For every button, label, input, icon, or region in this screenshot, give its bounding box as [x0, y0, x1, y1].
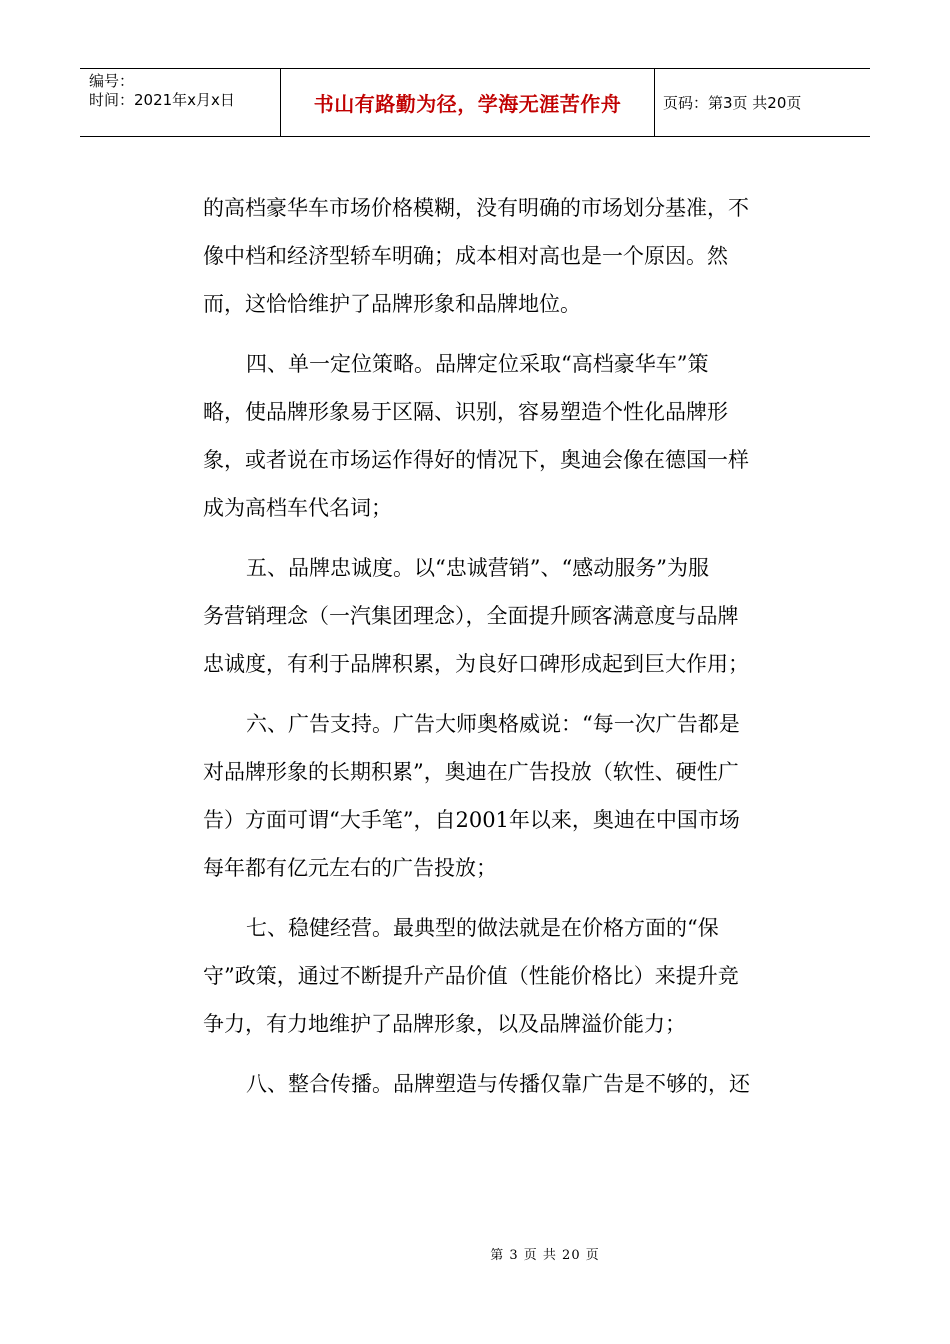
text-line: 像中档和经济型轿车明确；成本相对高也是一个原因。然 [203, 244, 728, 268]
paragraph [203, 904, 793, 1048]
text-line: 成为高档车代名词； [203, 496, 392, 520]
text-line: 守”政策，通过不断提升产品价值（性能价格比）来提升竞 [203, 964, 739, 988]
text-line: 每年都有亿元左右的广告投放； [203, 856, 497, 880]
text-line: 而，这恰恰维护了品牌形象和品牌地位。 [203, 292, 581, 316]
text-line: 七、稳健经营。最典型的做法就是在价格方面的“保 [246, 916, 719, 940]
text-line: 五、品牌忠诚度。以“忠诚营销”、“感动服务”为服 [246, 556, 709, 580]
document-body [203, 184, 793, 1120]
paragraph [203, 544, 793, 688]
document-time: 时间：2021年x月x日 [89, 91, 235, 109]
text-line: 务营销理念（一汽集团理念），全面提升顾客满意度与品牌 [203, 604, 739, 628]
text-line: 象，或者说在市场运作得好的情况下，奥迪会像在德国一样 [203, 448, 749, 472]
text-line: 四、单一定位策略。品牌定位采取“高档豪华车”策 [246, 352, 709, 376]
paragraph [203, 184, 793, 328]
document-number: 编号： [89, 72, 135, 90]
text-line: 的高档豪华车市场价格模糊，没有明确的市场划分基准，不 [203, 196, 749, 220]
text-line: 八、整合传播。品牌塑造与传播仅靠广告是不够的，还 [246, 1072, 750, 1096]
paragraph [203, 340, 793, 532]
page-footer [0, 1244, 950, 1263]
header-motto: 书山有路勤为径，学海无涯苦作舟 [281, 69, 655, 136]
header-meta [80, 69, 281, 136]
text-line: 告）方面可谓“大手笔”，自2001年以来，奥迪在中国市场 [203, 808, 740, 832]
text-line: 略，使品牌形象易于区隔、识别，容易塑造个性化品牌形 [203, 400, 728, 424]
text-line: 争力，有力地维护了品牌形象，以及品牌溢价能力； [203, 1012, 686, 1036]
paragraph [203, 1060, 793, 1108]
text-line: 六、广告支持。广告大师奥格威说：“每一次广告都是 [246, 712, 740, 736]
footer-page-number: 第 3 页 共 20 页 [490, 1248, 600, 1263]
text-line: 对品牌形象的长期积累”，奥迪在广告投放（软性、硬性广 [203, 760, 739, 784]
page-header [80, 68, 870, 137]
text-line: 忠诚度，有利于品牌积累，为良好口碑形成起到巨大作用； [203, 652, 749, 676]
header-page-info: 页码：第3页 共20页 [663, 94, 802, 112]
paragraph [203, 700, 793, 892]
